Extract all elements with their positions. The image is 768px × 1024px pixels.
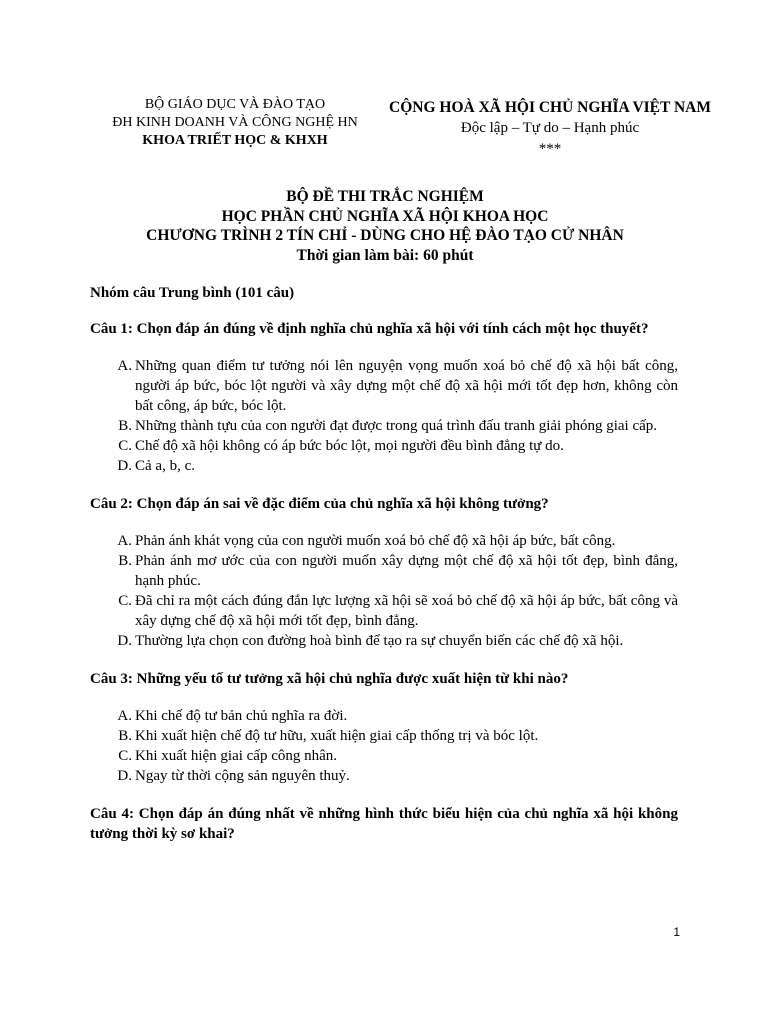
exam-title-block [90,187,680,265]
option-letter: A. [117,358,132,374]
option-letter: D. [117,768,132,784]
national-motto: Độc lập – Tự do – Hạnh phúc [460,120,640,136]
option-text: Những thành tựu của con người đạt được trong quá trình đấu tranh giải phóng giai cấp. [135,418,658,434]
option-text: Chế độ xã hội không có áp bức bóc lột, mọi người đều bình đẳng tự do. [135,438,564,454]
ministry-header [90,96,380,150]
option-text: Đã chỉ ra một cách đúng đắn lực lượng xã hội sẽ xoá bỏ chế độ xã hội áp bức, bất công và xây dựng chế độ xã hội mới tốt đẹp, bình đẳng. [135,593,678,629]
option-letter: A. [117,708,132,724]
option-text: Cả a, b, c. [135,458,195,474]
exam-body [90,283,678,861]
option-text: Ngay từ thời cộng sản nguyên thuỷ. [135,768,350,784]
option-text: Thường lựa chọn con đường hoà bình để tạo ra sự chuyển biến các chế độ xã hội. [135,633,624,649]
option-letter: C. [118,748,132,764]
question-text: Câu 2: Chọn đáp án sai về đặc điểm của chủ nghĩa xã hội không tưởng? [90,496,549,512]
course-name: HỌC PHẦN CHỦ NGHĨA XÃ HỘI KHOA HỌC [221,207,549,225]
answer-option [90,746,678,766]
option-text: Những quan điểm tư tưởng nói lên nguyện vọng muốn xoá bỏ chế độ xã hội bất công, người áp bức, bóc lột người và xây dựng một chế độ xã hội mới tốt đẹp hơn, không còn bất công, áp bức, bóc lột. [135,358,678,414]
answer-option [90,591,678,631]
question-text: Câu 4: Chọn đáp án đúng nhất về những hình thức biểu hiện của chủ nghĩa xã hội không tưởng thời kỳ sơ khai? [90,806,678,842]
option-letter: B. [118,553,132,569]
question-text: Câu 1: Chọn đáp án đúng về định nghĩa chủ nghĩa xã hội với tính cách một học thuyết? [90,321,649,337]
answer-option [90,456,678,476]
answer-option [90,436,678,456]
option-text: Phản ánh mơ ước của con người muốn xây dựng một chế độ xã hội tốt đẹp, bình đẳng, hạnh phúc. [135,553,678,589]
option-letter: C. [118,593,132,609]
exam-title: BỘ ĐỀ THI TRẮC NGHIỆM [286,188,484,205]
answer-options [90,531,678,651]
answer-option [90,551,678,591]
option-letter: C. [118,438,132,454]
faculty-name: KHOA TRIẾT HỌC & KHXH [142,133,328,148]
republic-name: CỘNG HOÀ XÃ HỘI CHỦ NGHĨA VIỆT NAM [389,99,711,116]
program-info: CHƯƠNG TRÌNH 2 TÍN CHỈ - DÙNG CHO HỆ ĐÀO TẠO CỬ NHÂN [146,227,624,244]
answer-option [90,766,678,786]
option-letter: D. [117,633,132,649]
ministry-name: BỘ GIÁO DỤC VÀ ĐÀO TẠO [144,97,326,112]
exam-duration: Thời gian làm bài: 60 phút [296,246,474,264]
option-letter: D. [117,458,132,474]
header-separator: *** [538,141,562,157]
answer-option [90,356,678,416]
question-group-heading: Nhóm câu Trung bình (101 câu) [90,285,295,301]
option-text: Khi chế độ tư bản chủ nghĩa ra đời. [135,708,348,724]
answer-option [90,631,678,651]
option-text: Phản ánh khát vọng của con người muốn xoá bỏ chế độ xã hội áp bức, bất công. [135,533,616,549]
university-name: ĐH KINH DOANH VÀ CÔNG NGHỆ HN [112,115,358,130]
answer-options [90,706,678,786]
option-text: Khi xuất hiện giai cấp công nhân. [135,748,338,764]
national-header [380,97,720,160]
answer-options [90,356,678,476]
page-number: 1 [673,925,680,939]
answer-option [90,416,678,436]
option-letter: B. [118,728,132,744]
option-text: Khi xuất hiện chế độ tư hữu, xuất hiện giai cấp thống trị và bóc lột. [135,728,539,744]
answer-option [90,531,678,551]
answer-option [90,706,678,726]
answer-option [90,726,678,746]
question-text: Câu 3: Những yếu tố tư tưởng xã hội chủ nghĩa được xuất hiện từ khi nào? [90,671,569,687]
option-letter: B. [118,418,132,434]
option-letter: A. [117,533,132,549]
